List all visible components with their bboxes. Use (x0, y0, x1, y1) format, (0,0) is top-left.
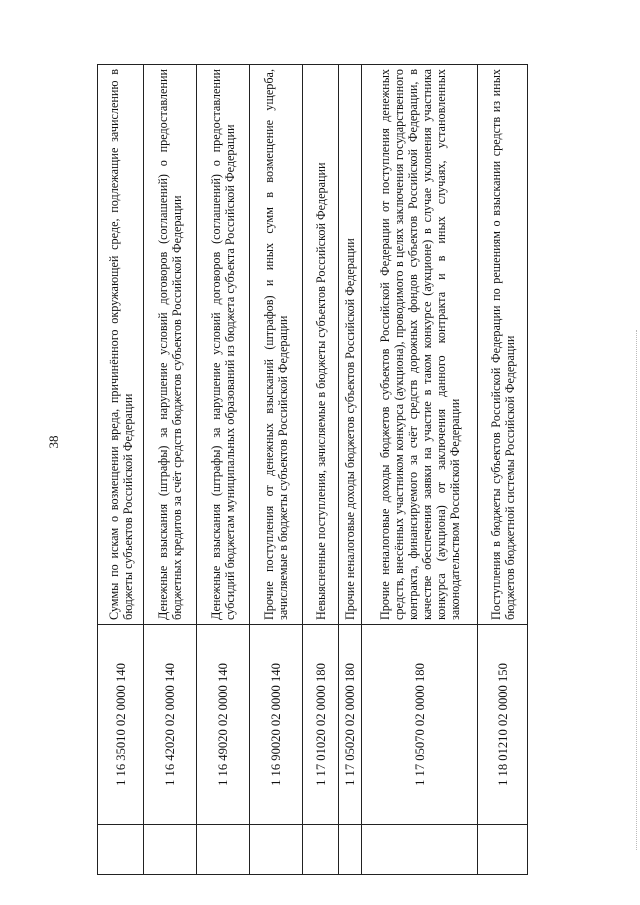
admin-code-cell (303, 825, 339, 875)
admin-code-cell (197, 825, 250, 875)
table-row (98, 65, 144, 875)
admin-code-cell (362, 825, 478, 875)
table-row (339, 65, 362, 875)
revenue-code-cell: 1 16 49020 02 0000 140 (197, 625, 250, 825)
table-row (197, 65, 250, 875)
table-row (362, 65, 478, 875)
description-cell: Прочие неналоговые доходы бюджетов субъектов Российской Федерации от поступления денежных средств, внесённых участником конкурса (аукциона), проводимого в целях заключения государственного контракта, финансируемого за счёт средств дорожных фондов субъектов Российской Федерации, в качестве обеспечения заявки на участие в таком конкурсе (аукционе) в случае уклонения участника конкурса (аукциона) от заключения данного контракта и в иных случаях, установленных законодательством Российской Федерации (362, 65, 478, 625)
admin-code-cell (98, 825, 144, 875)
admin-code-cell (339, 825, 362, 875)
description-cell: Суммы по искам о возмещении вреда, причинённого окружающей среде, подлежащие зачислению в бюджеты субъектов Российской Федерации (98, 65, 144, 625)
admin-code-cell (144, 825, 197, 875)
admin-code-cell (250, 825, 303, 875)
revenue-code-cell: 1 17 01020 02 0000 180 (303, 625, 339, 825)
admin-code-cell (478, 825, 528, 875)
revenue-code-cell: 1 17 05070 02 0000 180 (362, 625, 478, 825)
page-number: 38 (46, 435, 61, 449)
rotated-table-container (97, 65, 527, 875)
description-cell: Прочие поступления от денежных взысканий (штрафов) и иных сумм в возмещение ущерба, зачисляемые в бюджеты субъектов Российской Федерации (250, 65, 303, 625)
description-cell: Денежные взыскания (штрафы) за нарушение условий договоров (соглашений) о предоставлении субсидий бюджетам муниципальных образований из бюджета субъекта Российской Федерации (197, 65, 250, 625)
table-row (144, 65, 197, 875)
table-row (303, 65, 339, 875)
description-cell: Прочие неналоговые доходы бюджетов субъектов Российской Федерации (339, 65, 362, 625)
scan-edge-marks (636, 330, 639, 850)
revenue-code-cell: 1 18 01210 02 0000 150 (478, 625, 528, 825)
revenue-code-cell: 1 16 42020 02 0000 140 (144, 625, 197, 825)
revenue-code-cell: 1 16 35010 02 0000 140 (98, 625, 144, 825)
description-cell: Невыясненные поступления, зачисляемые в бюджеты субъектов Российской Федерации (303, 65, 339, 625)
revenue-code-cell: 1 17 05020 02 0000 180 (339, 625, 362, 825)
table-row (478, 65, 528, 875)
revenue-code-cell: 1 16 90020 02 0000 140 (250, 625, 303, 825)
table-row (250, 65, 303, 875)
description-cell: Денежные взыскания (штрафы) за нарушение условий договоров (соглашений) о предоставлении бюджетных кредитов за счёт средств бюджетов субъектов Российской Федерации (144, 65, 197, 625)
description-cell: Поступления в бюджеты субъектов Российской Федерации по решениям о взыскании средств из иных бюджетов бюджетной системы Российской Федерации (478, 65, 528, 625)
revenue-codes-table (97, 64, 528, 875)
